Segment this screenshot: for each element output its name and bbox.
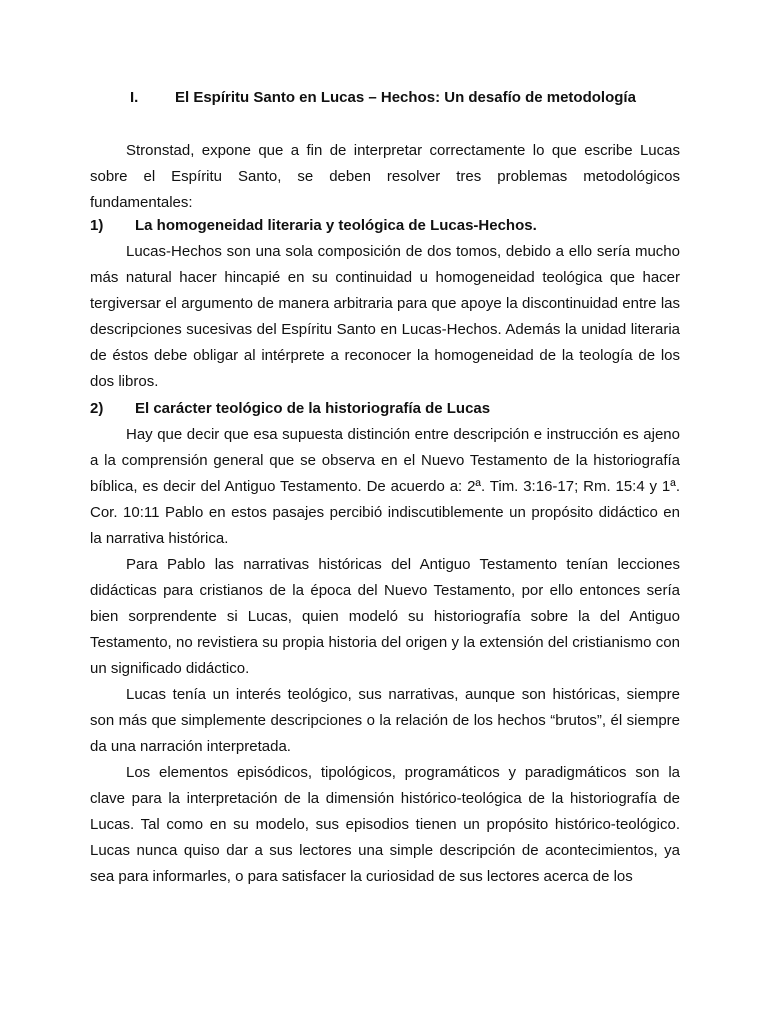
subsection-heading-2 <box>90 399 680 419</box>
subsection-heading-1 <box>90 216 680 236</box>
intro-paragraph: Stronstad, expone que a fin de interpretar correctamente lo que escribe Lucas sobre el Espíritu Santo, se deben resolver tres problemas metodológicos fundamentales: <box>90 142 680 211</box>
document-body <box>90 138 680 890</box>
subsection-heading-text-1: La homogeneidad literaria y teológica de Lucas-Hechos. <box>135 217 537 234</box>
paragraph-homogeneidad: Lucas-Hechos son una sola composición de dos tomos, debido a ello sería mucho más natural hacer hincapié en su continuidad u homogeneidad teológica que hacer tergiversar el argumento de manera arbitraria para que apoye la discontinuidad entre las descripciones sucesivas del Espíritu Santo en Lucas-Hechos. Además la unidad literaria de éstos debe obligar al intérprete a reconocer la homogeneidad de la teología de los dos libros. <box>90 243 680 390</box>
paragraph-elementos: Los elementos episódicos, tipológicos, programáticos y paradigmáticos son la clave para la interpretación de la dimensión histórico-teológica de la historiografía de Lucas. Tal como en su modelo, sus episodios tienen un propósito histórico-teológico. Lucas nunca quiso dar a sus lectores una simple descripción de acontecimientos, ya sea para informarles, o para satisfacer la curiosidad de sus lectores acerca de los <box>90 764 680 885</box>
section-title-number: I. <box>130 89 139 106</box>
paragraph-pablo: Para Pablo las narrativas históricas del Antiguo Testamento tenían lecciones didácticas para cristianos de la época del Nuevo Testamento, por ello entonces sería bien sorprendente si Lucas, quien modeló su historiografía sobre la del Antiguo Testamento, no revistiera su propia historia del origen y la extensión del cristianismo con un significado didáctico. <box>90 556 680 677</box>
subsection-number-2: 2) <box>90 400 104 417</box>
subsection-number-1: 1) <box>90 217 104 234</box>
paragraph-distincion: Hay que decir que esa supuesta distinción entre descripción e instrucción es ajeno a la comprensión general que se observa en el Nuevo Testamento de la historiografía bíblica, es decir del Antiguo Testamento. De acuerdo a: 2ª. Tim. 3:16-17; Rm. 15:4 y 1ª. Cor. 10:11 Pablo en estos pasajes percibió indiscutiblemente un propósito didáctico en la narrativa histórica. <box>90 426 680 547</box>
section-title-text: El Espíritu Santo en Lucas – Hechos: Un desafío de metodología <box>175 89 636 106</box>
subsection-heading-text-2: El carácter teológico de la historiografía de Lucas <box>135 400 491 417</box>
paragraph-interes-teologico: Lucas tenía un interés teológico, sus narrativas, aunque son históricas, siempre son más que simplemente descripciones o la relación de los hechos “brutos”, él siempre da una narración interpretada. <box>90 686 680 755</box>
